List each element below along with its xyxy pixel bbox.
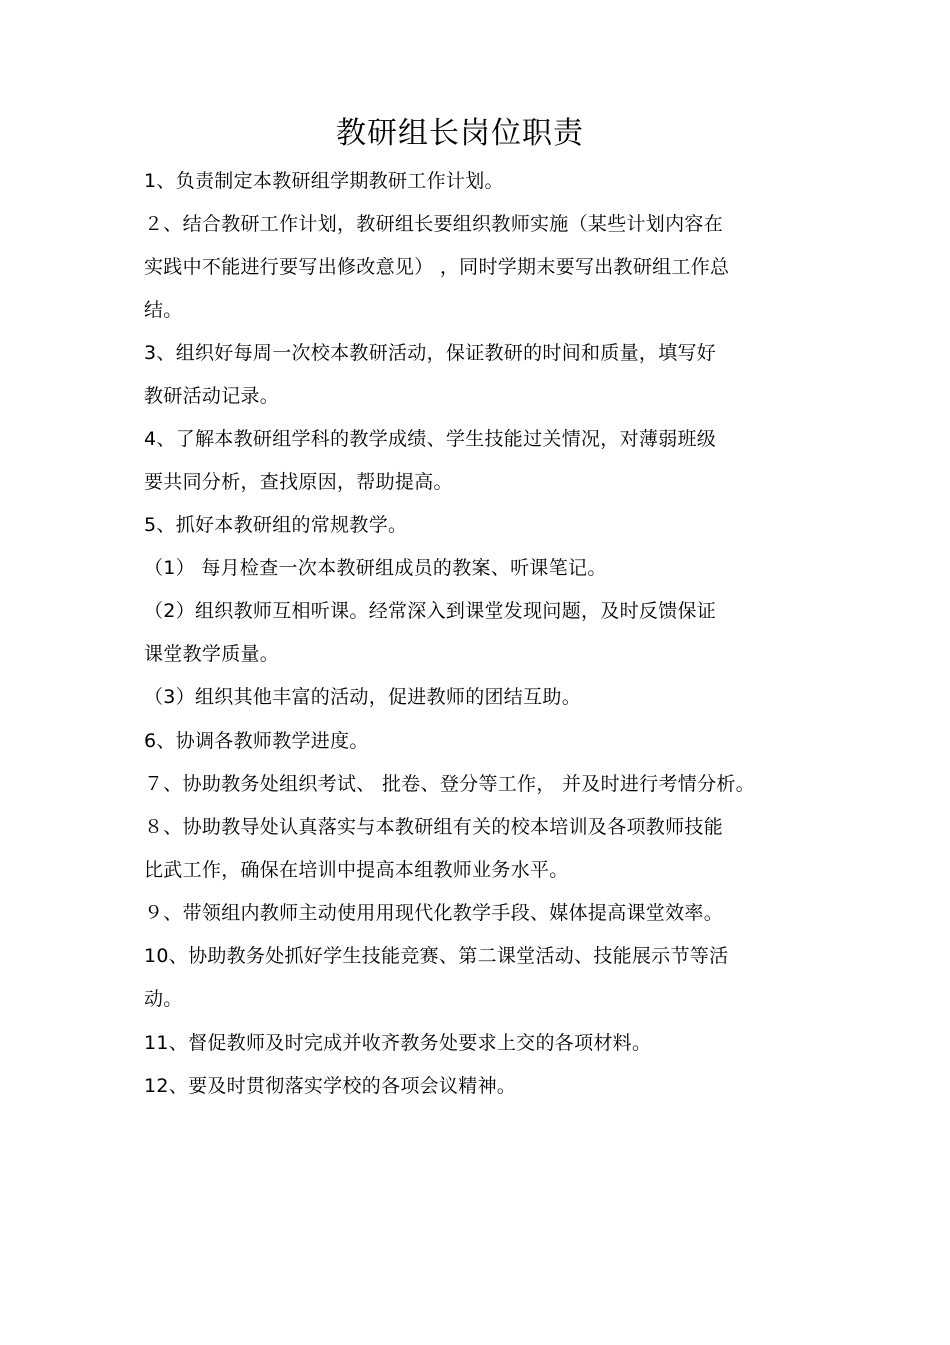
text-line-13: （3）组织其他丰富的活动，促进教师的团结互助。: [144, 686, 581, 708]
text-line-12: 课堂教学质量。: [144, 643, 280, 665]
text-line-18: ９、带领组内教师主动使用用现代化教学手段、媒体提高课堂效率。: [144, 902, 724, 924]
text-line-6: 教研活动记录。: [144, 385, 280, 407]
text-line-21: 11、督促教师及时完成并收齐教务处要求上交的各项材料。: [144, 1032, 652, 1054]
text-line-5: 3、组织好每周一次校本教研活动，保证教研的时间和质量，填写好: [144, 342, 717, 364]
text-line-22: 12、要及时贯彻落实学校的各项会议精神。: [144, 1075, 517, 1097]
text-line-20: 动。: [144, 988, 183, 1010]
text-line-19: 10、协助教务处抓好学生技能竞赛、第二课堂活动、技能展示节等活: [144, 945, 729, 967]
text-line-1: 1、负责制定本教研组学期教研工作计划。: [144, 170, 504, 192]
text-line-3: 实践中不能进行要写出修改意见） ，同时学期末要写出教研组工作总: [144, 256, 730, 278]
text-line-7: 4、了解本教研组学科的教学成绩、学生技能过关情况，对薄弱班级: [144, 428, 717, 450]
text-line-16: ８、协助教导处认真落实与本教研组有关的校本培训及各项教师技能: [144, 816, 724, 838]
text-line-10: （1） 每月检查一次本教研组成员的教案、听课笔记。: [144, 557, 607, 579]
text-line-9: 5、抓好本教研组的常规教学。: [144, 514, 408, 536]
text-line-15: ７、协助教务处组织考试、 批卷、登分等工作， 并及时进行考情分析。: [144, 773, 755, 795]
text-line-2: ２、结合教研工作计划，教研组长要组织教师实施（某些计划内容在: [144, 213, 724, 235]
text-line-17: 比武工作，确保在培训中提高本组教师业务水平。: [144, 859, 569, 881]
text-line-14: 6、协调各教师教学进度。: [144, 730, 369, 752]
text-line-4: 结。: [144, 299, 183, 321]
text-line-8: 要共同分析，查找原因，帮助提高。: [144, 471, 453, 493]
text-line-11: （2）组织教师互相听课。经常深入到课堂发现问题，及时反馈保证: [144, 600, 717, 622]
page-title: 教研组长岗位职责: [336, 116, 584, 151]
